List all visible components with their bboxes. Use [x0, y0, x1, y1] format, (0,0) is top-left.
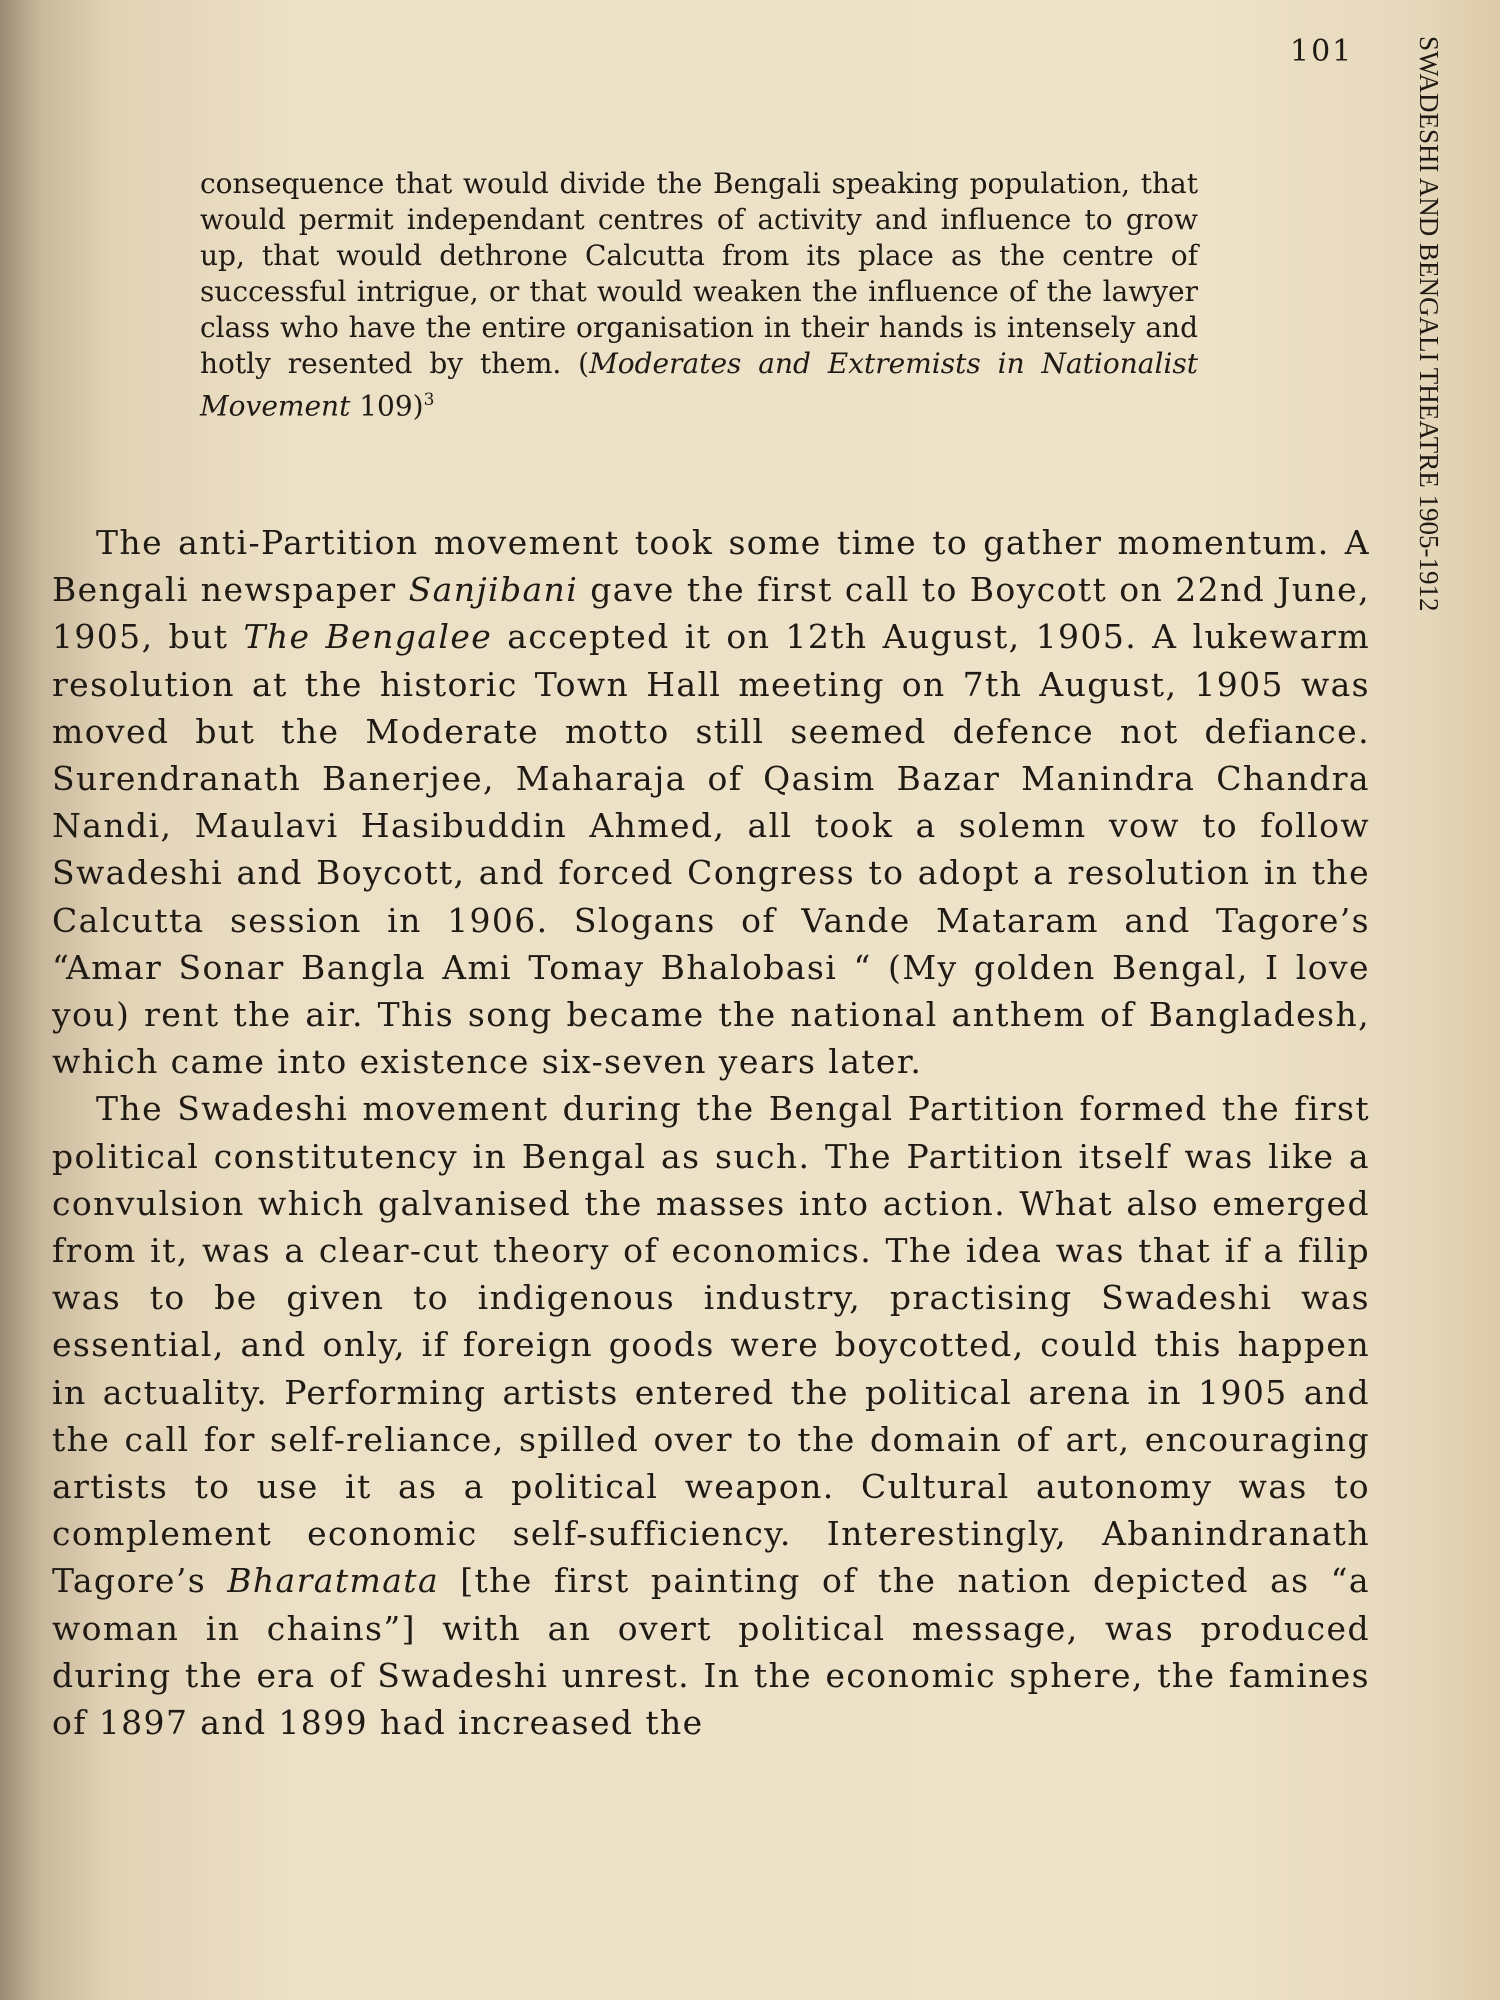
citation-open: (	[578, 347, 590, 380]
paragraph-1-text-c: accepted it on 12th August, 1905. A lukewarm resolution at the historic Town Hall meeting on 7th August, 1905 was moved but the Moderate motto still seemed defence not defiance. Surendranath Banerjee, Maharaja of Qasim Bazar Manindra Chandra Nandi, Maulavi Hasibuddin Ahmed, all took a solemn vow to follow Swadeshi and Boycott, and forced Congress to adopt a resolution in the Calcutta session in 1906. Slogans of Vande Mataram and Tagore’s “Amar Sonar Bangla Ami Tomay Bhalobasi “ (My golden Bengal, I love you) rent the air. This song became the national anthem of Bangladesh, which came into existence six-seven years later.	[52, 617, 1371, 1082]
paragraph-2-text-b: [the first painting of the nation depicted as “a woman in chains”] with an overt political message, was produced during the era of Swadeshi unrest. In the economic sphere, the famines of 1897 and 1899 had increased the	[52, 1561, 1370, 1743]
citation-page: 109)	[350, 389, 424, 423]
paragraph-2	[52, 1085, 1370, 1746]
paragraph-2-text-a: The Swadeshi movement during the Bengal Partition formed the first political constitutency in Bengal as such. The Partition itself was like a convulsion which galvanised the masses into action. What also emerged from it, was a clear-cut theory of economics. The idea was that if a filip was to be given to indigenous industry, practising Swadeshi was essential, and only, if foreign goods were boycotted, could this happen in actuality. Performing artists entered the political arena in 1905 and the call for self-reliance, spilled over to the domain of art, encouraging artists to use it as a political weapon. Cultural autonomy was to complement economic self-sufficiency. Interestingly, Abanindranath Tagore’s	[52, 1089, 1370, 1601]
painting-title-bharatmata: Bharatmata	[227, 1561, 440, 1601]
running-head: SWADESHI AND BENGALI THEATRE 1905-1912	[1414, 36, 1444, 612]
block-quote-text	[200, 166, 1198, 424]
paragraph-1-text-a: The anti-Partition movement took some time to gather momentum. A Bengali newspaper	[52, 523, 1370, 610]
paragraph-1-text-b: gave the first call to Boycott on 22nd June, 1905, but	[52, 570, 1370, 657]
paragraph-1	[52, 519, 1370, 1085]
block-quote	[200, 166, 1198, 424]
footnote-marker: 3	[423, 390, 435, 410]
newspaper-title-sanjibani: Sanjibani	[408, 570, 579, 610]
block-quote-body: consequence that would divide the Bengali speaking population, that would permit independant centres of activity and influence to grow up, that would dethrone Calcutta from its place as the centre of successful intrigue, or that would weaken the influence of the lawyer class who have the entire organisation in their hands is intensely and hotly resented by them.	[200, 167, 1198, 380]
body-text	[52, 519, 1370, 1746]
newspaper-title-bengalee: The Bengalee	[243, 617, 493, 657]
citation-title: Moderates and Extremists in Nationalist Movement	[200, 347, 1199, 423]
page-number: 101	[1290, 34, 1354, 69]
